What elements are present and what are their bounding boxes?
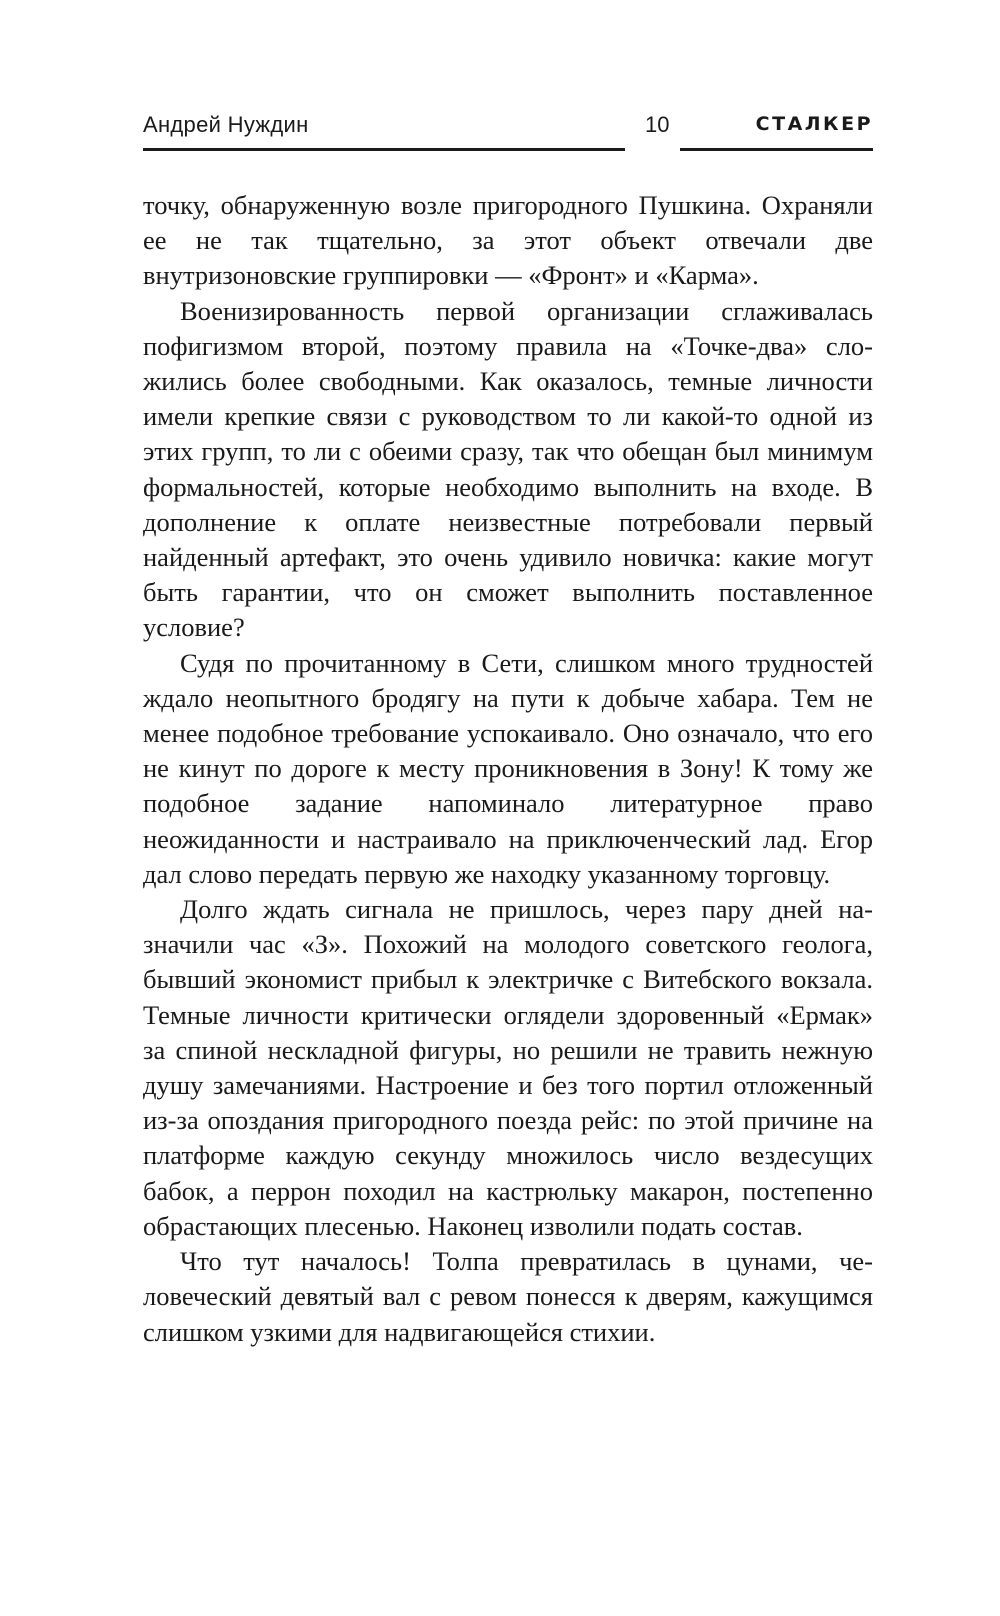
paragraph-4: Долго ждать сигнала не пришлось, через пару дней назначили час «З». Похожий на молодого советского геолога, бывший экономист прибыл к электричке с Витебского вокзала. Темные личности критически оглядели здоровенный «Ермак» за спиной нескладной фигуры, но решили не травить нежную душу замечаниями. Настроение и без того портил отложенный из-за опоздания пригородного поезда рейс: по этой причине на платформе каждую секунду множилось число вездесущих бабок, а перрон походил на кастрюльку макарон, постепенно обрастающих плесенью. Наконец изволили подать состав. <box>143 894 873 1241</box>
paragraph-5: Что тут началось! Толпа превратилась в цунами, человеческий девятый вал с ревом понесся к дверям, кажущимся слишком узкими для надвигающейся стихии. <box>143 1246 873 1347</box>
running-header <box>143 112 873 156</box>
series-title: СТАЛКЕР <box>755 113 873 135</box>
header-rule-left <box>143 148 625 151</box>
paragraph-1: точку, обнаруженную возле пригородного Пушкина. Охраняли ее не так тщательно, за этот объект отвечали две внутризоновские группировки — «Фронт» и «Карма». <box>143 190 873 291</box>
paragraph-2: Военизированность первой организации сглаживалась пофигизмом второй, поэтому правила на «Точке-два» сложились более свободными. Как оказалось, темные личности имели крепкие связи с руководством то ли какой-то одной из этих групп, то ли с обеими сразу, так что обещан был минимум формальностей, которые необходимо выполнить на входе. В дополнение к оплате неизвестные потребовали первый найденный артефакт, это очень удивило новичка: какие могут быть гарантии, что он сможет выполнить поставленное условие? <box>143 295 873 643</box>
header-author: Андрей Нуждин <box>143 112 309 137</box>
page-number: 10 <box>645 112 670 137</box>
paragraph-3: Судя по прочитанному в Сети, слишком много трудностей ждало неопытного бродягу на пути к добыче хабара. Тем не менее подобное требование успокаивало. Оно означало, что его не кинут по дороге к месту проникновения в Зону! К тому же подобное задание напоминало литературное право неожиданности и настраивало на приключенческий лад. Егор дал слово передать первую же находку указанному торговцу. <box>143 647 873 889</box>
page-body <box>143 188 873 1350</box>
header-rule-right <box>680 148 873 151</box>
